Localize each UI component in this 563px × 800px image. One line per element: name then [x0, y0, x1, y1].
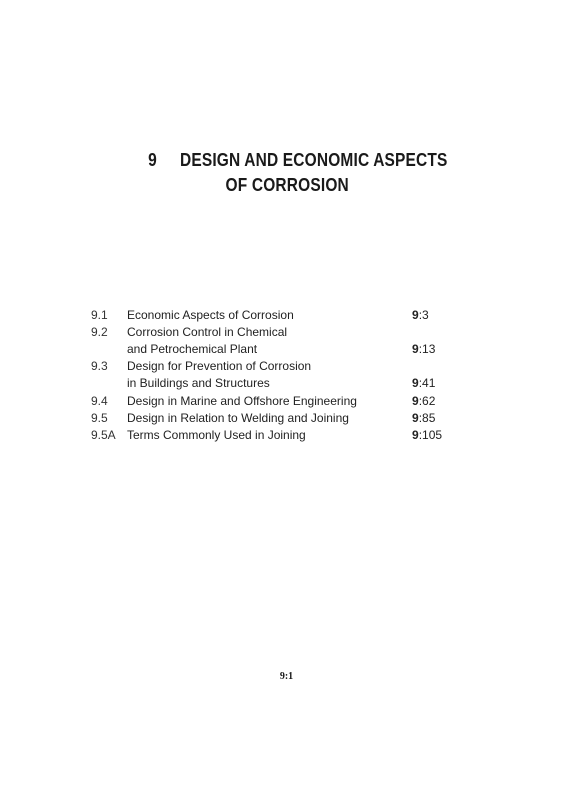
toc-section-number: 9.3 — [91, 359, 108, 373]
toc-section-number: 9.2 — [91, 325, 108, 339]
toc-entry-9-2-cont[interactable] — [0, 342, 563, 359]
toc-entry-9-1[interactable] — [0, 308, 563, 325]
toc-section-title: Corrosion Control in Chemical — [127, 325, 288, 339]
toc-section-title: Design for Prevention of Corrosion — [127, 359, 312, 373]
toc-section-title: Design in Relation to Welding and Joining — [127, 411, 349, 425]
toc-entry-9-5a[interactable] — [0, 428, 563, 445]
toc-entry-9-2[interactable] — [0, 325, 563, 342]
page-number: 9:1 — [279, 671, 294, 682]
toc-entry-9-3[interactable] — [0, 359, 563, 376]
toc-entry-9-3-cont[interactable] — [0, 376, 563, 393]
toc-section-number: 9.4 — [91, 394, 108, 408]
chapter-title-line2: OF CORROSION — [225, 175, 349, 195]
toc-section-number: 9.1 — [91, 308, 108, 322]
toc-section-title: Terms Commonly Used in Joining — [127, 428, 306, 442]
toc-section-title-cont: in Buildings and Structures — [127, 376, 270, 390]
chapter-number: 9 — [148, 150, 157, 170]
chapter-title-line1: DESIGN AND ECONOMIC ASPECTS — [179, 150, 448, 170]
toc-page-ref: 9:3 — [412, 308, 429, 322]
toc-entry-9-5[interactable] — [0, 411, 563, 428]
toc-page-ref: 9:62 — [412, 394, 436, 408]
toc-section-number: 9.5A — [91, 428, 116, 442]
toc-entry-9-4[interactable] — [0, 394, 563, 411]
toc-section-title: Economic Aspects of Corrosion — [127, 308, 294, 322]
toc-section-number: 9.5 — [91, 411, 108, 425]
toc-page-ref: 9:41 — [412, 376, 436, 390]
toc-page-ref: 9:85 — [412, 411, 436, 425]
toc-page-ref: 9:105 — [412, 428, 443, 442]
toc-section-title-cont: and Petrochemical Plant — [127, 342, 258, 356]
toc-page-ref: 9:13 — [412, 342, 436, 356]
toc-section-title: Design in Marine and Offshore Engineering — [127, 394, 357, 408]
